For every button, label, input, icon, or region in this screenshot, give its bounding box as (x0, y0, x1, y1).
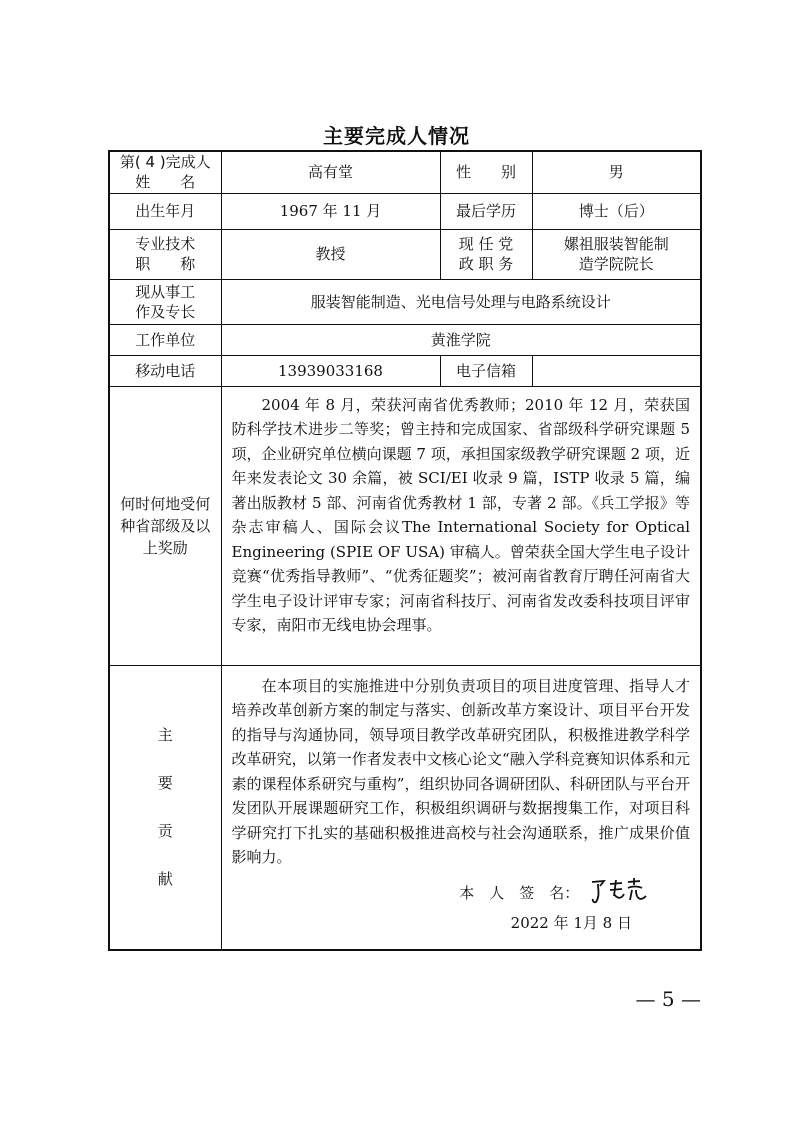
awards-label (109, 386, 221, 665)
awards-label-line3: 上奖励 (142, 538, 188, 557)
gender-value: 男 (532, 151, 701, 193)
awards-content (221, 386, 701, 665)
contribution-label-char: 要 (157, 774, 173, 793)
birth-label: 出生年月 (109, 193, 221, 229)
contribution-content (221, 665, 701, 950)
contribution-label (109, 665, 221, 950)
work-specialty-value: 服装智能制造、光电信号处理与电路系统设计 (221, 279, 701, 324)
work-specialty-label-line1: 现从事工 (135, 282, 196, 301)
gender-label: 性 别 (440, 151, 532, 193)
name-value: 高有堂 (221, 151, 440, 193)
mobile-phone-label: 移动电话 (109, 355, 221, 386)
birth-value: 1967 年 11 月 (221, 193, 440, 229)
signature-line (232, 876, 691, 912)
awards-text: 2004 年 8 月，荣获河南省优秀教师；2010 年 12 月，荣获国防科学技术进步二等奖；曾主持和完成国家、省部级科学研究课题 5 项，企业研究单位横向课题 7 项，承担国家级教学研究课题 2 项，近年来发表论文 30 余篇，被 SCI/EI 收录 9 篇，ISTP 收录 5 篇，编著出版教材 5 部、河南省优秀教材 1 部，专著 2 部。《兵工学报》等杂志审稿人、国际会议The International Society for Optical Engineering (SPIE OF USA) 审稿人。曾荣获全国大学生电子设计竞赛“优秀指导教师”、“优秀征题奖”；被河南省教育厅聘任河南省大学生电子设计评审专家；河南省科技厅、河南省发改委科技项目评审专家，南阳市无线电协会理事。 (231, 395, 690, 634)
awards-label-line1: 何时何地受何 (120, 494, 211, 513)
page-title: 主要完成人情况 (323, 124, 470, 148)
party-post-label-line2: 政 职 务 (458, 255, 514, 273)
party-post-value-line2: 造学院院长 (578, 255, 654, 273)
signature-date: 2022 年 1月 8 日 (510, 913, 632, 932)
professional-title-label-line2: 职 称 (135, 255, 196, 273)
contribution-label-char: 主 (157, 726, 173, 745)
name-label-line2: 姓 名 (135, 173, 196, 192)
party-post-label (440, 229, 532, 279)
work-specialty-label (109, 279, 221, 324)
education-label: 最后学历 (440, 193, 532, 229)
contribution-label-char: 献 (157, 870, 173, 889)
completer-info-table (108, 150, 702, 951)
education-value: 博士（后） (532, 193, 701, 229)
professional-title-label (109, 229, 221, 279)
contribution-text: 在本项目的实施推进中分别负责项目的项目进度管理、指导人才培养改革创新方案的制定与落实、创新改革方案设计、项目平台开发的指导与沟通协同，领导项目教学改革研究团队，积极推进教学科学改革研究，以第一作者发表中文核心论文“融入学科竞赛知识体系和元素的课程体系研究与重构”，组织协同各调研团队、科研团队与平台开发团队开展课题研究工作，积极组织调研与数据搜集工作，对项目科学研究打下扎实的基础积极推进高校与社会沟通联系，推广成果价值影响力。 (231, 676, 690, 866)
email-value (532, 355, 701, 386)
work-specialty-label-line2: 作及专长 (135, 302, 196, 321)
party-post-value-line1: 嫘祖服装智能制 (563, 235, 669, 253)
work-unit-value: 黄淮学院 (221, 324, 701, 355)
party-post-label-line1: 现 任 党 (458, 235, 514, 253)
name-label-line1: 第( 4 )完成人 (119, 153, 211, 172)
professional-title-label-line1: 专业技术 (135, 235, 196, 253)
party-post-value (532, 229, 701, 279)
professional-title-value: 教授 (221, 229, 440, 279)
awards-label-line2: 种省部级及以 (120, 516, 211, 535)
mobile-phone-value: 13939033168 (221, 355, 440, 386)
work-unit-label: 工作单位 (109, 324, 221, 355)
email-label: 电子信箱 (440, 355, 532, 386)
page-number: — 5 — (635, 987, 701, 1011)
name-label (109, 151, 221, 193)
signature-label: 本 人 签 名： (459, 883, 580, 902)
handwritten-signature (588, 876, 650, 912)
contribution-label-char: 贡 (157, 822, 173, 841)
